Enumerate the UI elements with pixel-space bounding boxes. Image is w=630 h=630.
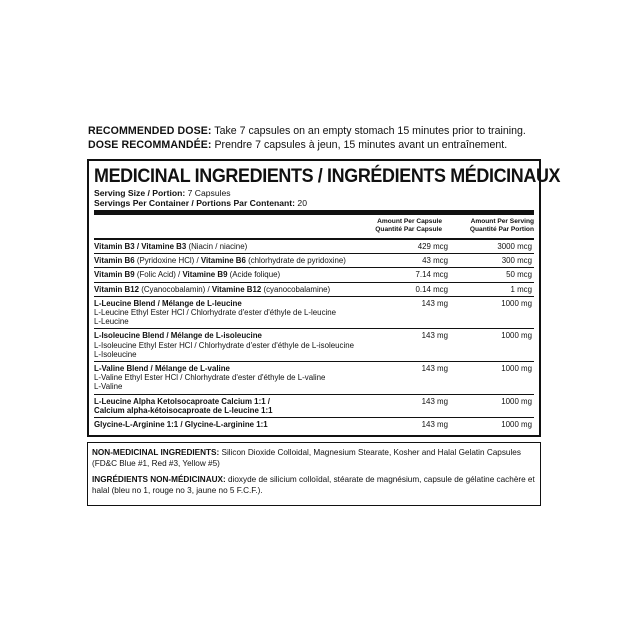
- ingredient-sub: L-Valine Ethyl Ester HCl / Chlorhydrate d'ester d'éthyle de L-valine: [94, 373, 326, 383]
- ingredient-bold-fr: Vitamine B9: [182, 270, 228, 280]
- ingredient-name: [94, 242, 372, 251]
- ingredient-detail: (Pyridoxine HCl) /: [134, 256, 201, 266]
- per-capsule-value: 143 mg: [421, 420, 448, 430]
- ingredient-sub2: L-Leucine: [94, 317, 129, 327]
- ingredient-row: [94, 362, 534, 394]
- dose-french-label: DOSE RECOMMANDÉE:: [88, 139, 212, 151]
- ingredient-bold: Vitamin B3 / Vitamine B3: [94, 242, 187, 251]
- ingredient-name: [94, 256, 372, 265]
- dose-english-text: Take 7 capsules on an empty stomach 15 minutes prior to training.: [211, 125, 526, 137]
- ingredient-row: [94, 240, 534, 253]
- dose-french-text: Prendre 7 capsules à jeun, 15 minutes avant un entraînement.: [211, 139, 508, 151]
- servings-label: Servings Per Container / Portions Par Contenant:: [94, 198, 296, 208]
- ingredient-bold: Vitamin B9: [94, 270, 135, 280]
- servings-per-container: [94, 198, 534, 208]
- per-serving-value: 1000 mg: [501, 298, 532, 308]
- ingredient-bold: L-Valine Blend / Mélange de L-valine: [94, 364, 230, 374]
- ingredient-row: [94, 418, 534, 431]
- ingredient-bold: Vitamin B6: [94, 256, 135, 266]
- ingredient-bold: Vitamin B12: [94, 284, 140, 294]
- ingredient-bold-fr: Calcium alpha-kétoisocaproate de L-leucine 1:1: [94, 405, 273, 415]
- servings-value: 20: [295, 198, 307, 208]
- ingredient-name: [94, 270, 372, 279]
- per-serving-value: 1000 mg: [501, 420, 532, 430]
- serving-size-label: Serving Size / Portion:: [94, 188, 186, 198]
- ingredient-bold: L-Isoleucine Blend / Mélange de L-isoleucine: [94, 331, 262, 341]
- col-per-capsule-en: Amount Per Capsule: [377, 218, 442, 225]
- col-per-serving-header: [442, 218, 534, 234]
- ingredient-detail-fr: (Acide folique): [227, 270, 281, 280]
- per-serving-value: 1000 mg: [501, 364, 532, 374]
- ingredient-name: [94, 285, 372, 294]
- serving-size-value: 7 Capsules: [185, 188, 231, 198]
- per-serving-value: 50 mcg: [506, 270, 532, 280]
- per-capsule-value: 143 mg: [421, 396, 448, 406]
- per-capsule-value: 43 mcg: [422, 256, 448, 266]
- ingredient-detail: (Folic Acid) /: [134, 270, 183, 280]
- col-per-serving-fr: Quantité Par Portion: [469, 226, 534, 233]
- per-capsule-value: 7.14 mcg: [415, 270, 448, 280]
- nonmed-english-label: NON-MEDICINAL INGREDIENTS:: [92, 448, 220, 457]
- ingredient-row: [94, 283, 534, 296]
- ingredient-name: [94, 364, 372, 392]
- per-serving-value: 3000 mcg: [497, 242, 532, 251]
- recommended-dose: [88, 124, 548, 152]
- ingredient-name: [94, 331, 372, 359]
- ingredient-sub2: L-Isoleucine: [94, 349, 137, 359]
- col-per-capsule-header: [352, 218, 442, 234]
- ingredient-bold: L-Leucine Alpha Ketolsocaproate Calcium 1:1 /: [94, 396, 270, 406]
- ingredient-sub2: L-Valine: [94, 382, 123, 392]
- non-medicinal-ingredients: [87, 442, 541, 506]
- col-per-capsule-fr: Quantité Par Capsule: [375, 226, 442, 233]
- per-serving-value: 1 mcg: [510, 284, 532, 294]
- ingredient-bold: L-Leucine Blend / Mélange de L-leucine: [94, 298, 242, 308]
- panel-title: MEDICINAL INGREDIENTS / INGRÉDIENTS MÉDICINAUX: [94, 165, 561, 187]
- ingredient-name: [94, 397, 372, 415]
- ingredient-detail: (Cyanocobalamin) /: [139, 284, 212, 294]
- per-capsule-value: 143 mg: [421, 331, 448, 341]
- ingredient-detail-fr: (chlorhydrate de pyridoxine): [245, 256, 346, 266]
- per-serving-value: 300 mcg: [501, 256, 532, 266]
- nonmed-english: [92, 447, 536, 469]
- ingredient-row: [94, 268, 534, 281]
- ingredient-bold-fr: Vitamine B12: [211, 284, 262, 294]
- nonmed-french: [92, 474, 536, 496]
- ingredient-bold: Glycine-L-Arginine 1:1 / Glycine-L-arginine 1:1: [94, 420, 268, 430]
- ingredient-name: [94, 420, 372, 429]
- per-serving-value: 1000 mg: [501, 331, 532, 341]
- dose-english: [88, 124, 548, 138]
- per-capsule-value: 143 mg: [421, 364, 448, 374]
- ingredient-sub: L-Isoleucine Ethyl Ester HCl / Chlorhydrate d'ester d'éthyle de L-isoleucine: [94, 340, 355, 350]
- dose-english-label: RECOMMENDED DOSE:: [88, 125, 212, 137]
- nonmed-french-text: dioxyde de silicium colloïdal, stéarate de magnésium, capsule de gélatine cachère et halal (bleu no 1, rouge no 3, jaune no 5 F.C.F.).: [92, 475, 535, 495]
- ingredient-row: [94, 297, 534, 329]
- per-capsule-value: 429 mcg: [417, 242, 448, 251]
- medicinal-ingredients-panel: [87, 159, 561, 437]
- ingredient-detail: (Niacin / niacine): [186, 242, 248, 251]
- ingredient-row: [94, 329, 534, 361]
- ingredient-detail-fr: (cyanocobalamine): [261, 284, 331, 294]
- col-per-serving-en: Amount Per Serving: [470, 218, 534, 225]
- serving-info: [94, 188, 534, 208]
- per-capsule-value: 0.14 mcg: [415, 284, 448, 294]
- ingredient-row: [94, 254, 534, 267]
- column-headers: [94, 215, 534, 238]
- ingredient-bold-fr: Vitamine B6: [200, 256, 246, 266]
- nonmed-french-label: INGRÉDIENTS NON-MÉDICINAUX:: [92, 475, 226, 484]
- serving-size: [94, 188, 534, 198]
- nonmed-english-text: Silicon Dioxide Colloidal, Magnesium Stearate, Kosher and Halal Gelatin Capsules (FD&C Blue #1, Red #3, Yellow #5): [92, 448, 521, 468]
- per-capsule-value: 143 mg: [421, 298, 448, 308]
- dose-french: [88, 138, 548, 152]
- ingredient-name: [94, 299, 372, 327]
- per-serving-value: 1000 mg: [501, 396, 532, 406]
- ingredient-sub: L-Leucine Ethyl Ester HCl / Chlorhydrate d'ester d'éthyle de L-leucine: [94, 308, 337, 318]
- ingredient-row: [94, 395, 534, 417]
